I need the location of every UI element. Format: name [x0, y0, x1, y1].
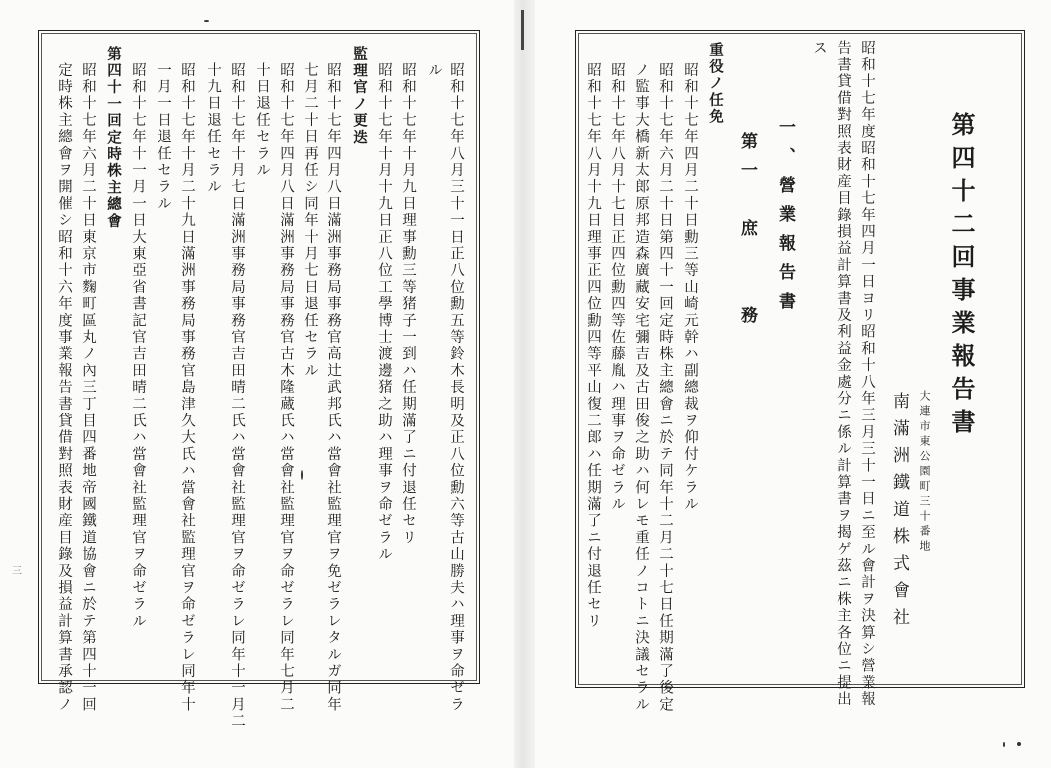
- text-column: 昭和十七年四月二十日勳三等山崎元幹ハ副總裁ヲ仰付ケラル: [682, 62, 698, 513]
- text-column: 定時株主總會ヲ開催シ昭和十六年度事業報告書貸借對照表財産目錄及損益計算書承認ノ: [56, 62, 72, 714]
- text-column: 昭和十七年十月十九日正八位工學博士渡邊猪之助ハ理事ヲ命ゼラル: [376, 62, 392, 563]
- page-number: 三: [12, 566, 22, 577]
- book-gutter: [514, 0, 536, 768]
- text-column: 十九日退任セラル: [205, 62, 221, 196]
- text-column: 昭和十七年十月九日理事勳三等猪子一到ハ任期滿了ニ付退任セリ: [400, 62, 416, 547]
- intro-column: 昭和十七年度昭和十七年四月一日ヨリ昭和十八年三月三十一日ニ至ル會計ヲ決算シ營業報: [859, 40, 875, 708]
- text-column: 昭和十七年四月八日滿洲事務局事務官高辻武邦氏ハ當會社監理官ヲ免ゼラレタルガ同年: [325, 62, 341, 714]
- intro-column: 告書貸借對照表財産目錄損益計算書及利益金處分ニ係ル計算書ヲ揭ゲ茲ニ株主各位ニ提出: [835, 40, 851, 708]
- text-column: 昭和十七年八月十九日理事正四位勳四等平山復二郎ハ任期滿了ニ付退任セリ: [585, 62, 601, 630]
- text-column: 七月二十日再任シ同年十月七日退任セラル: [302, 62, 318, 380]
- binding-mark: [521, 10, 524, 50]
- text-column: 昭和十七年八月三十一日正八位勳五等鈴木長明及正八位勳六等古山勝夫ハ理事ヲ命ゼラ: [448, 62, 464, 714]
- text-column: 一月一日退任セラル: [155, 62, 171, 213]
- text-column: 昭和十七年十月七日滿洲事務局事務官吉田晴二氏ハ當會社監理官ヲ命ゼラレ同年十一月二: [229, 62, 245, 730]
- text-column: ノ監事大橋新太郎原邦造森廣藏安宅彌吉及古田俊之助ハ何レモ重任ノコトニ決議セラル: [633, 62, 649, 714]
- right-page: [535, 0, 1051, 768]
- section-heading: 一、營業報告書: [775, 118, 795, 321]
- intro-column: ス: [811, 40, 827, 57]
- text-column: 昭和十七年六月二十日東京市麴町區丸ノ內三丁目四番地帝國鐵道協會ニ於テ第四十一回: [80, 62, 96, 714]
- company-address: 大連市東公園町三十番地: [918, 390, 931, 555]
- subsection-heading: 第一 庶 務: [737, 132, 757, 335]
- company-name: 南滿洲鐵道株式會社: [889, 392, 909, 635]
- scan-speck: [1017, 742, 1021, 746]
- section-heading: 監理官ノ更迭: [351, 46, 367, 147]
- page-title: 第四十二回事業報告書: [947, 112, 976, 442]
- scan-speck: [301, 470, 303, 480]
- left-page: [0, 0, 515, 768]
- scan-speck: [1003, 742, 1005, 747]
- text-column: 昭和十七年八月十七日正四位勳四等佐藤胤ハ理事ヲ命ゼラル: [609, 62, 625, 513]
- section-heading: 第四十一回定時株主總會: [105, 46, 121, 230]
- text-column: 十日退任セラル: [254, 62, 270, 179]
- topic-heading: 重役ノ任免: [707, 42, 723, 126]
- text-column: 昭和十七年十一月一日大東亞省書記官吉田晴二氏ハ當會社監理官ヲ命ゼラル: [130, 62, 146, 630]
- text-column: ル: [426, 62, 442, 79]
- scan-speck: [204, 20, 209, 22]
- text-column: 昭和十七年十月二十九日滿洲事務局事務官島津久大氏ハ當會社監理官ヲ命ゼラレ同年十: [179, 62, 195, 714]
- text-column: 昭和十七年四月八日滿洲事務局事務官古木隆蔵氏ハ當會社監理官ヲ命ゼラレ同年七月二: [278, 62, 294, 714]
- text-column: 昭和十七年六月二十日第四十一回定時株主總會ニ於テ同年十二月二十七日任期滿了後定: [657, 62, 673, 714]
